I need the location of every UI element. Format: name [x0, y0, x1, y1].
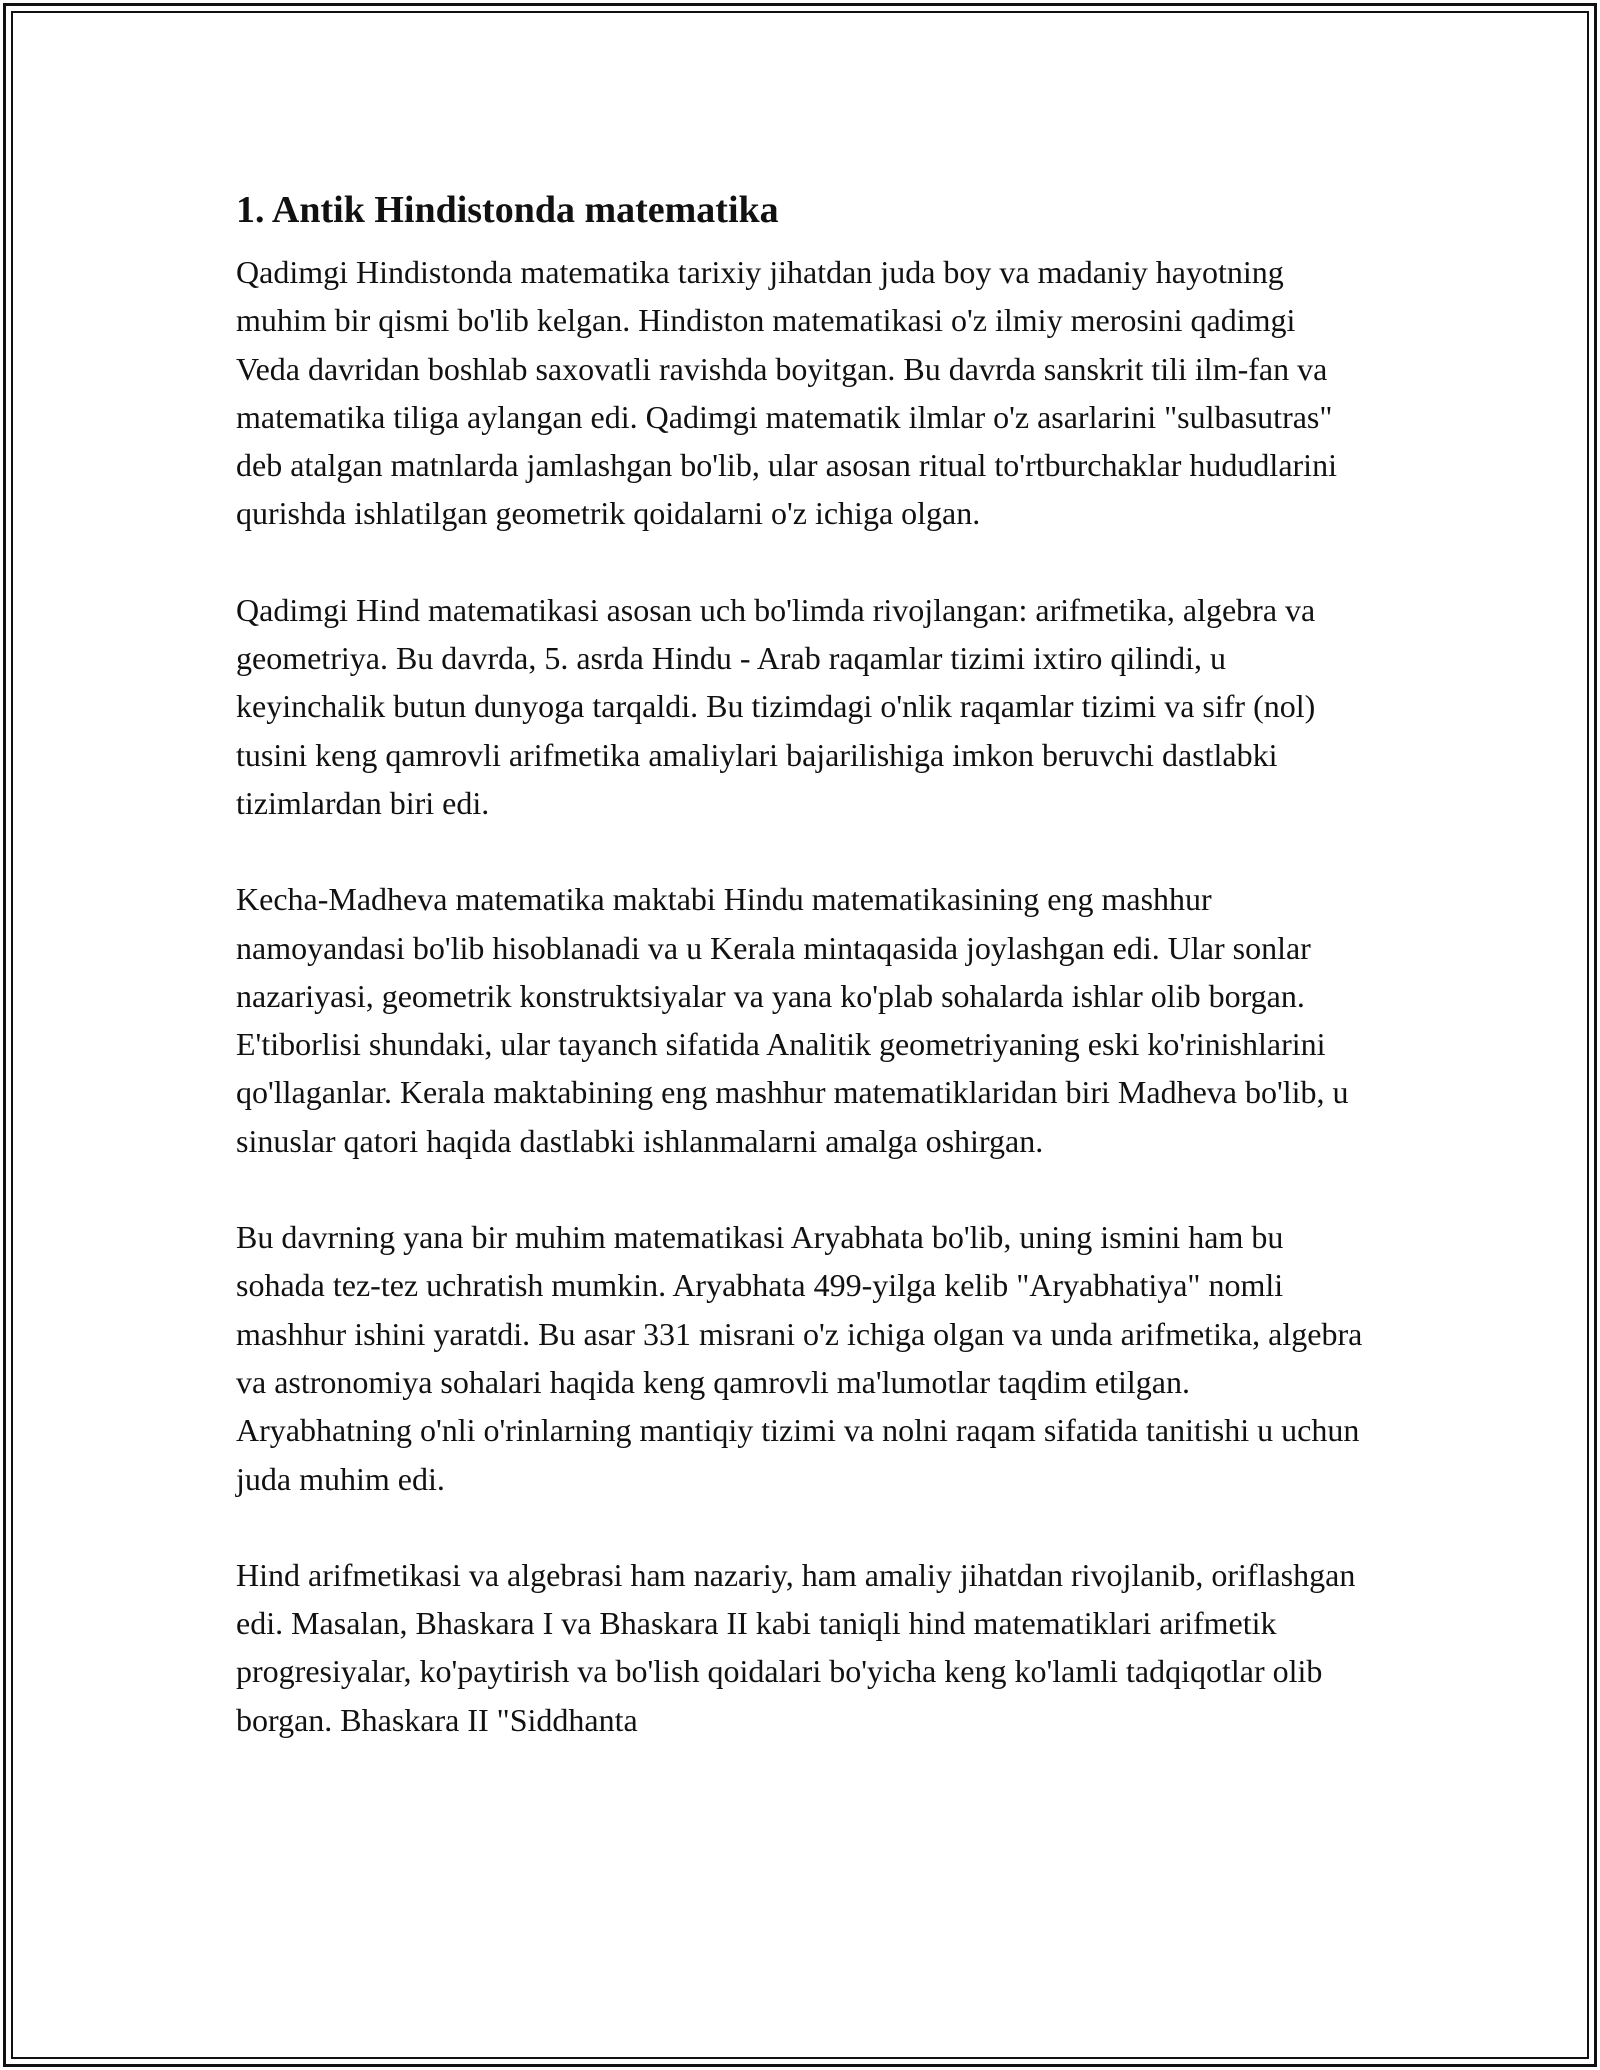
paragraph-3: Kecha-Madheva matematika maktabi Hindu matematikasining eng mashhur namoyandasi bo'lib hisoblanadi va u Kerala mintaqasida joylashgan edi. Ular sonlar nazariyasi, geometrik konstruktsiyalar va yana ko'plab sohalarda ishlar olib borgan. E'tiborlisi shundaki, ular tayanch sifatida Analitik geometriyaning eski ko'rinishlarini qo'llaganlar. Kerala maktabining eng mashhur matematiklaridan biri Madheva bo'lib, u sinuslar qatori haqida dastlabki ishlanmalarni amalga oshirgan.	[236, 881, 1349, 1159]
paragraph-2: Qadimgi Hind matematikasi asosan uch bo'limda rivojlangan: arifmetika, algebra va geometriya. Bu davrda, 5. asrda Hindu - Arab raqamlar tizimi ixtiro qilindi, u keyinchalik butun dunyoga tarqaldi. Bu tizimdagi o'nlik raqamlar tizimi va sifr (nol) tusini keng qamrovli arifmetika amaliylari bajarilishiga imkon beruvchi dastlabki tizimlardan biri edi.	[236, 591, 1316, 821]
section-heading: 1. Antik Hindistonda matematika	[236, 189, 779, 231]
paragraph-5: Hind arifmetikasi va algebrasi ham nazariy, ham amaliy jihatdan rivojlanib, oriflashgan edi. Masalan, Bhaskara I va Bhaskara II kabi taniqli hind matematiklari arifmetik progresiyalar, ko'paytirish va bo'lish qoidalari bo'yicha keng ko'lamli tadqiqotlar olib borgan. Bhaskara II "Siddhanta	[236, 1556, 1356, 1738]
paragraph-1: Qadimgi Hindistonda matematika tarixiy jihatdan juda boy va madaniy hayotning muhim bir qismi bo'lib kelgan. Hindiston matematikasi o'z ilmiy merosini qadimgi Veda davridan boshlab saxovatli ravishda boyitgan. Bu davrda sanskrit tili ilm-fan va matematika tiliga aylangan edi. Qadimgi matematik ilmlar o'z asarlarini "sulbasutras" deb atalgan matnlarda jamlashgan bo'lib, ular asosan ritual to'rtburchaklar hududlarini qurishda ishlatilgan geometrik qoidalarni o'z ichiga olgan.	[236, 254, 1337, 532]
paragraph-4: Bu davrning yana bir muhim matematikasi Aryabhata bo'lib, uning ismini ham bu sohada tez-tez uchratish mumkin. Aryabhata 499-yilga kelib "Aryabhatiya" nomli mashhur ishini yaratdi. Bu asar 331 misrani o'z ichiga olgan va unda arifmetika, algebra va astronomiya sohalari haqida keng qamrovli ma'lumotlar taqdim etilgan. Aryabhatning o'nli o'rinlarning mantiqiy tizimi va nolni raqam sifatida tanitishi u uchun juda muhim edi.	[236, 1219, 1363, 1497]
document-body	[236, 186, 1366, 1792]
